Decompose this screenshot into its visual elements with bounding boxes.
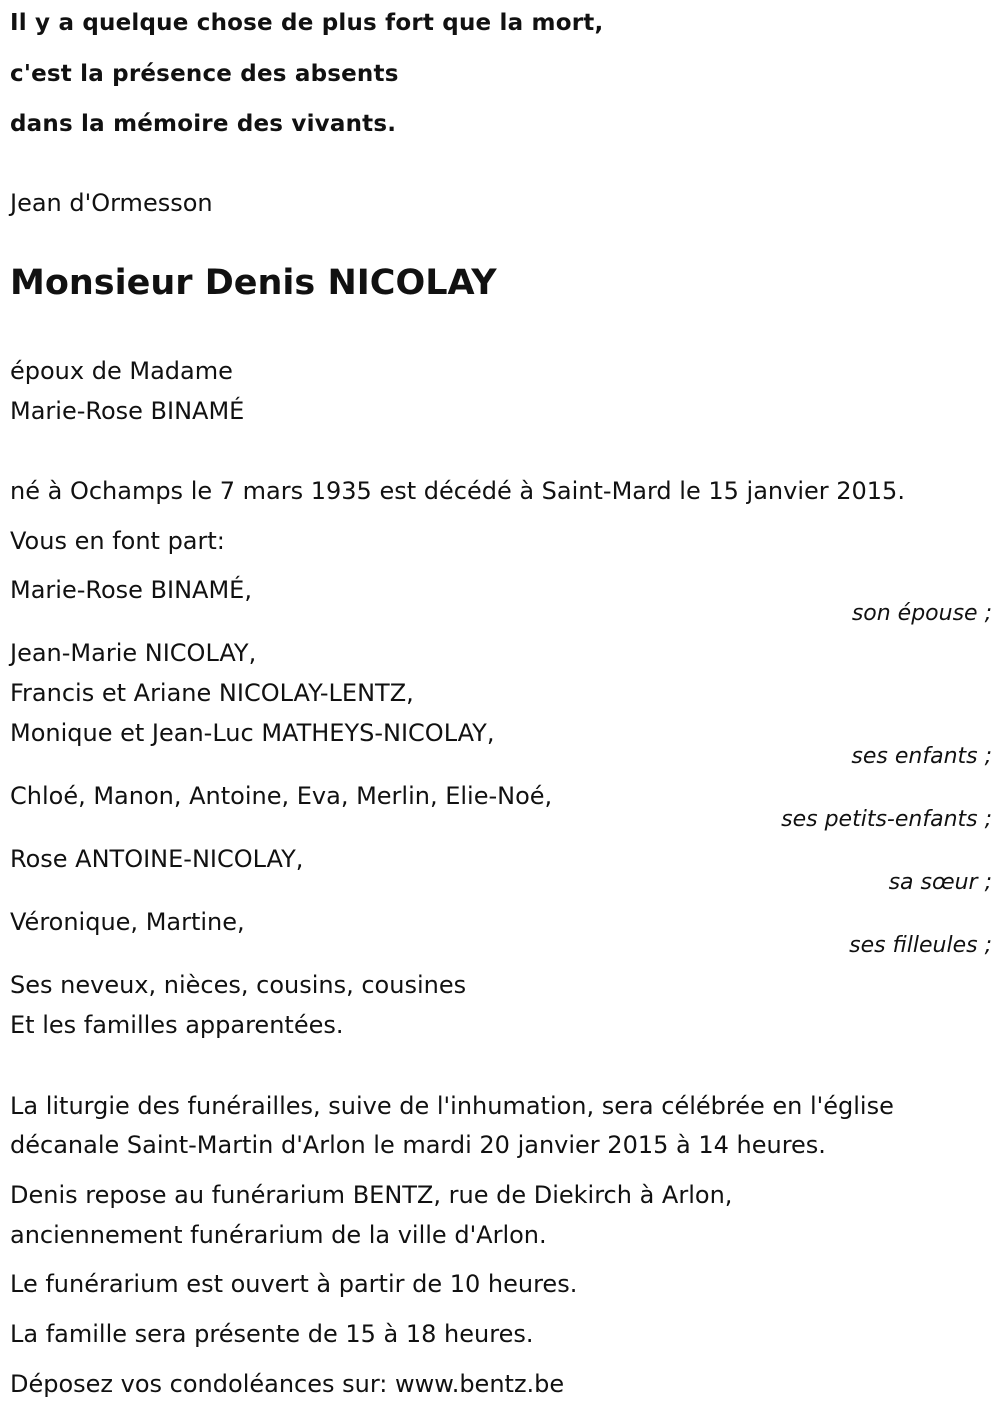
rest-location: Denis repose au funérarium BENTZ, rue de Diekirch à Arlon,	[10, 1181, 733, 1209]
quote-line: c'est la présence des absents	[10, 61, 399, 87]
family-presence: La famille sera présente de 15 à 18 heures.	[10, 1320, 534, 1348]
family-name: Rose ANTOINE-NICOLAY,	[10, 845, 304, 873]
family-relation: sa sœur ;	[888, 870, 992, 895]
family-relation: ses enfants ;	[851, 744, 992, 769]
quote-line: Il y a quelque chose de plus fort que la mort,	[10, 10, 604, 36]
condolences-link[interactable]: Déposez vos condoléances sur: www.bentz.be	[10, 1370, 565, 1398]
announcement-intro: Vous en font part:	[10, 527, 225, 555]
liturgy-text: décanale Saint-Martin d'Arlon le mardi 20 janvier 2015 à 14 heures.	[10, 1131, 826, 1159]
other-relatives: Et les familles apparentées.	[10, 1011, 344, 1039]
spouse-line: époux de Madame	[10, 357, 233, 385]
quote-author: Jean d'Ormesson	[10, 189, 213, 217]
family-name: Véronique, Martine,	[10, 908, 245, 936]
quote-line: dans la mémoire des vivants.	[10, 111, 397, 137]
family-name: Marie-Rose BINAMÉ,	[10, 576, 252, 604]
deceased-name: Monsieur Denis NICOLAY	[10, 263, 497, 303]
family-name: Chloé, Manon, Antoine, Eva, Merlin, Elie-Noé,	[10, 782, 553, 810]
opening-hours: Le funérarium est ouvert à partir de 10 heures.	[10, 1270, 578, 1298]
liturgy-text: La liturgie des funérailles, suive de l'inhumation, sera célébrée en l'église	[10, 1092, 894, 1120]
spouse-line: Marie-Rose BINAMÉ	[10, 397, 245, 425]
birth-death-info: né à Ochamps le 7 mars 1935 est décédé à Saint-Mard le 15 janvier 2015.	[10, 477, 905, 505]
family-relation: son épouse ;	[851, 601, 992, 626]
family-name: Jean-Marie NICOLAY,	[10, 639, 257, 667]
family-name: Monique et Jean-Luc MATHEYS-NICOLAY,	[10, 719, 495, 747]
other-relatives: Ses neveux, nièces, cousins, cousines	[10, 971, 467, 999]
rest-location: anciennement funérarium de la ville d'Arlon.	[10, 1221, 547, 1249]
family-relation: ses petits-enfants ;	[781, 807, 992, 832]
family-relation: ses filleules ;	[849, 933, 992, 958]
family-name: Francis et Ariane NICOLAY-LENTZ,	[10, 679, 414, 707]
